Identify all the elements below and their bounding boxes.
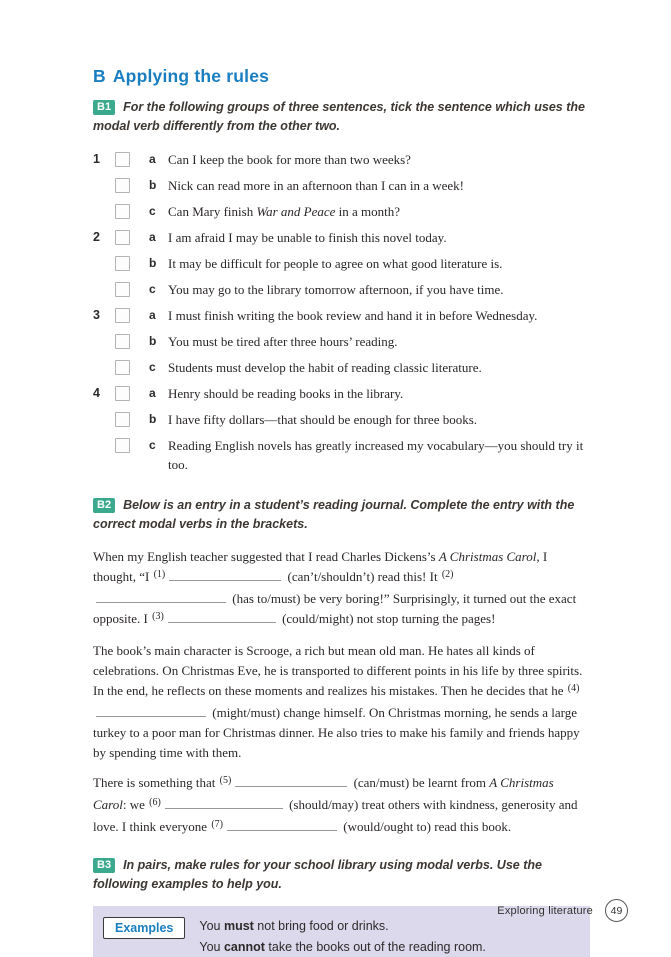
sentence-text (168, 384, 590, 403)
sentence-text (168, 358, 590, 377)
text-run: : we (122, 797, 149, 812)
tick-checkbox[interactable] (115, 334, 130, 349)
exercise-badge-b2: B2 (93, 498, 115, 513)
sentence-row (93, 204, 590, 221)
sentence-row (93, 412, 590, 429)
section-title: Applying the rules (112, 66, 270, 86)
text-run: (can’t/shouldn’t) read this! It (284, 569, 441, 584)
sentence-text (168, 306, 590, 325)
sentence-text (168, 150, 590, 169)
sentence-text (168, 176, 590, 195)
tick-checkbox[interactable] (115, 412, 130, 427)
sentence-text (168, 436, 590, 474)
group-number: 1 (93, 152, 100, 166)
exercise-badge-b3: B3 (93, 858, 115, 873)
option-letter: a (149, 386, 156, 400)
text-run: in a month? (335, 204, 401, 219)
sentence-text (168, 228, 590, 247)
text-run: (should/may) treat others with kindness, generosity and love. I think everyone (93, 797, 578, 834)
group-number: 2 (93, 230, 100, 244)
example-sentence (199, 916, 486, 937)
sentence-row (93, 178, 590, 195)
option-letter: c (149, 438, 156, 452)
text-run: Can I keep the book for more than two weeks? (168, 152, 411, 167)
text-run: You (199, 919, 224, 933)
exercise-b2-instructions (93, 496, 590, 533)
text-run: You may go to the library tomorrow afternoon, if you have time. (168, 282, 504, 297)
b2-reading-journal-passage (93, 547, 590, 839)
text-run: , I thought, “I (93, 549, 548, 584)
example-sentence (199, 937, 486, 957)
sentence-row (93, 308, 590, 325)
tick-checkbox[interactable] (115, 204, 130, 219)
group-number: 4 (93, 386, 100, 400)
option-letter: b (149, 334, 157, 348)
sentence-row (93, 438, 590, 474)
blank-number: (1) (153, 569, 166, 580)
text-run: take the books out of the reading room. (264, 940, 486, 954)
text-run: (has to/must) be very boring!” Surprisingly, it turned out the exact opposite. I (93, 591, 577, 626)
text-run: must (223, 919, 254, 933)
sentence-text (168, 202, 590, 221)
text-run: When my English teacher suggested that I read Charles Dickens’s (93, 549, 439, 564)
sentence-row (93, 282, 590, 299)
section-heading (93, 66, 590, 87)
option-letter: b (149, 178, 157, 192)
tick-checkbox[interactable] (115, 438, 130, 453)
option-letter: b (149, 412, 157, 426)
text-run: not bring food or drinks. (253, 919, 389, 933)
option-letter: a (149, 308, 156, 322)
option-letter: a (149, 152, 156, 166)
text-run: cannot (223, 940, 265, 954)
fill-in-blank[interactable] (168, 611, 276, 623)
blank-number: (6) (149, 797, 161, 808)
text-run: I must finish writing the book review and hand it in before Wednesday. (168, 308, 538, 323)
blank-number: (2) (441, 569, 454, 580)
sentence-text (168, 332, 590, 351)
sentence-row (93, 230, 590, 247)
option-letter: c (149, 282, 156, 296)
option-letter: a (149, 230, 156, 244)
fill-in-blank[interactable] (96, 591, 226, 603)
sentence-text (168, 410, 590, 429)
sentence-row (93, 152, 590, 169)
journal-paragraph (93, 773, 590, 839)
text-run: (might/must) change himself. On Christmas morning, he sends a large turkey to a poor man for Christmas dinner. He also tries to make his family and friends happy by spending time with them. (93, 705, 580, 760)
fill-in-blank[interactable] (235, 775, 347, 787)
footer-section-title: Exploring literature (497, 904, 593, 917)
fill-in-blank[interactable] (96, 705, 206, 717)
sentence-row (93, 256, 590, 273)
tick-checkbox[interactable] (115, 308, 130, 323)
text-run: Henry should be reading books in the library. (168, 386, 404, 401)
sentence-text (168, 280, 590, 299)
journal-paragraph (93, 547, 590, 631)
tick-checkbox[interactable] (115, 152, 130, 167)
text-run: (can/must) be learnt from (350, 775, 490, 790)
b1-instruction-text: For the following groups of three sentences, tick the sentence which uses the modal verb differently from the other two. (93, 100, 585, 133)
option-letter: b (149, 256, 157, 270)
text-run: It may be difficult for people to agree on what good literature is. (168, 256, 503, 271)
text-run: There is something that (93, 775, 219, 790)
exercise-b3-instructions (93, 856, 590, 893)
section-letter: B (93, 66, 106, 86)
sentence-text (168, 254, 590, 273)
text-run: Can Mary finish (168, 204, 257, 219)
group-number: 3 (93, 308, 100, 322)
page-footer (497, 899, 628, 922)
blank-number: (7) (211, 819, 223, 830)
text-run: The book’s main character is Scrooge, a rich but mean old man. He hates all kinds of celebrations. On Christmas Eve, he is transported to different points in his life by three spirits. In the end, he reflects on these moments and realizes his mistakes. Then he decides that he (93, 643, 583, 698)
option-letter: c (149, 360, 156, 374)
tick-checkbox[interactable] (115, 360, 130, 375)
tick-checkbox[interactable] (115, 386, 130, 401)
blank-number: (4) (567, 683, 580, 694)
text-run: A Christmas Carol (438, 549, 537, 564)
b2-instruction-text: Below is an entry in a student’s reading journal. Complete the entry with the correct modal verbs in the brackets. (93, 498, 575, 531)
text-run: I have fifty dollars—that should be enough for three books. (168, 412, 478, 427)
sentence-row (93, 334, 590, 351)
fill-in-blank[interactable] (165, 797, 283, 809)
text-run: Students must develop the habit of reading classic literature. (168, 360, 482, 375)
sentence-row (93, 386, 590, 403)
tick-checkbox[interactable] (115, 230, 130, 245)
page-content (93, 66, 590, 957)
text-run: Reading English novels has greatly increased my vocabulary—you should try it too. (168, 438, 584, 472)
text-run: You must be tired after three hours’ reading. (168, 334, 398, 349)
exercise-badge-b1: B1 (93, 100, 115, 115)
examples-label: Examples (103, 917, 185, 939)
blank-number: (5) (219, 775, 232, 786)
blank-number: (3) (152, 611, 164, 622)
text-run: You (199, 940, 224, 954)
option-letter: c (149, 204, 156, 218)
fill-in-blank[interactable] (169, 569, 281, 581)
tick-checkbox[interactable] (115, 282, 130, 297)
text-run: War and Peace (256, 204, 336, 219)
exercise-b1-instructions (93, 98, 590, 135)
text-run: I am afraid I may be unable to finish this novel today. (168, 230, 447, 245)
text-run: Nick can read more in an afternoon than I can in a week! (168, 178, 464, 193)
tick-checkbox[interactable] (115, 178, 130, 193)
example-sentences (199, 915, 486, 957)
text-run: A Christmas Carol (93, 775, 554, 812)
fill-in-blank[interactable] (227, 819, 337, 831)
page-number-badge: 49 (605, 899, 628, 922)
b3-instruction-text: In pairs, make rules for your school library using modal verbs. Use the following examples to help you. (93, 858, 542, 891)
b1-sentence-groups (93, 152, 590, 474)
sentence-row (93, 360, 590, 377)
text-run: (would/ought to) read this book. (340, 819, 512, 834)
tick-checkbox[interactable] (115, 256, 130, 271)
journal-paragraph (93, 641, 590, 763)
text-run: (could/might) not stop turning the pages! (278, 611, 496, 626)
